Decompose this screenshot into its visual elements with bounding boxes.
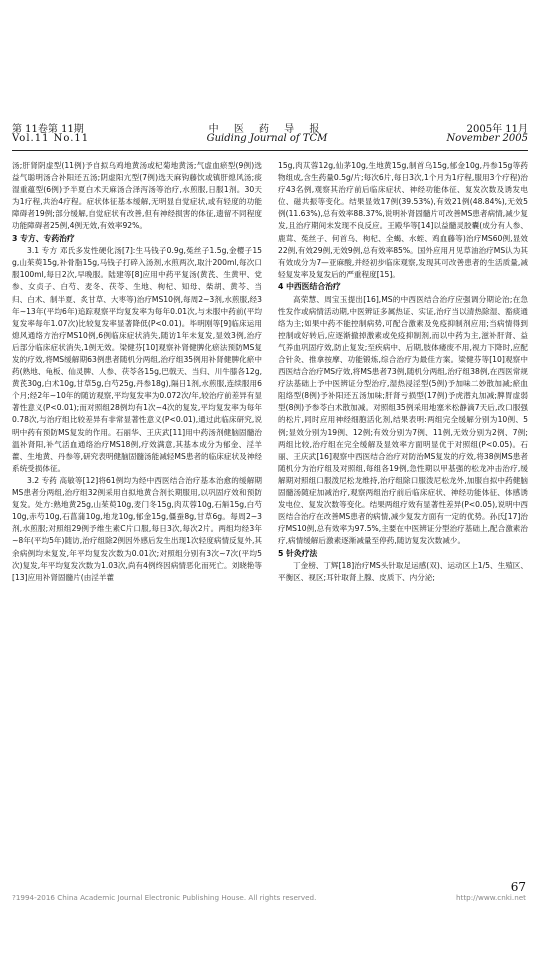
section-heading: 5 针灸疗法 — [278, 548, 318, 558]
paragraph: 3.1 专方 邓氏多发性硬化汤[7]:生马钱子0.9g,菟丝子1.5g,金樱子15g,山茱萸15g,补骨脂15g,马钱子打碎入汤剂,水煎两次,取汁200ml,每次口服100ml,每日2次,早晚服。陆建等[8]应用中药平复汤(黄芪、生黄甲、党参、女贞子、白芍、麦冬、茯苓、生地、枸杞、知母、柴胡、黄芩、当归、白术、制半夏、炙甘草、大枣等)治疗MS10例,每周2~3剂,水煎服,经3年~13年(平均6年)追踪观察平均复发率为每年0.01次,与未服中药前(平均复发率每年1.07次)比较复发率显著降低(P<0.01)。毕明刚等[9]临床运用熄风通络方治疗MS10例,6例临床症状消失,随访1年未复发,显效3例,治疗后部分临床症状消失,1例无效。梁健芬[10]观察补肾健脾化瘀法预防MS复发的疗效,将MS缓解期63例患者随机分两组,治疗组35例用补肾健脾化瘀中药(熟地、龟板、仙灵脾、人参、茯苓各15g,巴戟天、当归、川牛膝各12g,黄芪30g,白术10g,甘草5g,白芍25g,丹参18g),隔日1剂,水煎服,连续服用6个月;经2年~10年的随访观察,平均复发率为0.072次/年,较治疗前差异有显著性意义(P<0.01);而对照组28例均有1次~4次的复发,平均复发率为每年0.78次,与治疗组比较差异有非常显著性意义(P<0.01),通过此临床研究,说明中药有预防MS复发的作用。石丽华、王庆武[11]用中药汤剂健脑固髓治温补肾阳,补气活血通络治疗MS18例,疗效满意,其基本成分为郁金、淫羊藿、生地黄、丹参等,研究表明健脑固髓汤能减轻MS患者的临床症状及神经系统受损体征。 — [12, 246, 262, 473]
paragraph: 15g,肉苁蓉12g,仙茅10g,生地黄15g,制首乌15g,郁金10g,丹参15g等药物组成,含生药量0.5g/片;每次6片,每日3次,1个月为1疗程,服用3个疗程)治疗43名例,观察其治疗前后临床症状、神经功能体征、复发次数及诱发电位、磁共振等变化。结果显效17例(39.53%),有效21例(48.84%),无效5例(11.63%),总有效率88.37%,说明补肾固髓片可改善MS患者病情,减少复发,且治疗期间未发现不良反应。王殿华等[14]以益髓灵胶囊(成分有人参、鹿茸、菟丝子、何首乌、枸杞、全蝎、水蛭、鸡血藤等)治疗MS60例,显效22例,有效29例,无效9例,总有效率85%。国外应用月见草油治疗MS认为其有效成分为7—亚麻酸,并经初步临床观察,发现其可改善患者的生活质量,减轻复发率及复发后的严重程度[15]。 — [278, 161, 528, 279]
issue-cn: 第 11卷第 11期 — [12, 124, 84, 135]
footer-link[interactable]: http://www.cnki.net — [455, 893, 526, 902]
journal-title-cn: 中 医 药 导 报 — [208, 124, 326, 135]
paragraph: 汤;肝肾阴虚型(11例)予自拟乌鸡地黄汤或杞菊地黄汤;气虚血瘀型(9例)选益气聪明汤合补阳还五汤;阴虚阳亢型(7例)选天麻钩藤饮或镇肝熄风汤;痰湿重蕴型(6例)予半夏白术天麻汤合泽泻汤等治疗,水煎服,日服1剂。30天为1疗程,共治4疗程。症状体征基本缓解,无明显自觉症状,或有轻度的功能障碍者19例;部分缓解,自觉症状有改善,但有神经损害的体征,遗留不同程度功能障碍者25例,4例无效,有效率92%。 — [12, 161, 262, 231]
issue-en: Vol.11 No.11 — [12, 133, 90, 144]
running-header — [12, 120, 528, 151]
top-margin — [0, 0, 540, 110]
date-en: November 2005 — [446, 133, 528, 144]
journal-title-en: Guiding Journal of TCM — [206, 133, 328, 144]
section-heading: 4 中西医结合治疗 — [278, 281, 341, 291]
section-heading: 3 专方、专药治疗 — [12, 233, 75, 243]
copyright-text: ?1994-2016 China Academic Journal Electronic Publishing House. All rights reserved. — [12, 893, 317, 902]
copyright-footer — [12, 893, 528, 902]
page-number: 67 — [510, 880, 526, 894]
date-cn: 2005年 11月 — [466, 124, 528, 135]
left-column — [12, 160, 262, 880]
right-column — [278, 160, 528, 880]
paragraph: 3.2 专药 高敏等[12]将61例均为经中西医结合治疗基本治愈的缓解期MS患者分两组,治疗组32例采用自拟地黄合剂长期服用,以巩固疗效和预防复发。处方:熟地黄25g,山茱萸10g,麦门冬15g,肉苁蓉10g,石斛15g,白芍10g,赤芍10g,石菖蒲10g,地龙10g,郁金15g,僵蚕8g,甘草6g。每周2~3剂,水煎服;对照组29例予维生素C片口服,每日3次,每次2片。两组均经3年~8年(平均5年)随访,治疗组除2例因外感后发生出现1次轻度病情反复外,其余病例均未复发,年平均复发次数为0.01次;对照组分别有3次~7次(平均5次)复发,年平均复发次数为1.03次,尚有4例终因病情恶化而死亡。刘晓艳等[13]应用补肾固髓片(由淫羊藿 — [12, 475, 262, 582]
paragraph: 高荣慧、周宝玉提出[16],MS的中西医结合治疗应强调分期论治;在急性发作或病情活动期,中医辨证多属热证、实证,治疗当以清热除湿、豁痰通络为主;如果中药不能控制病势,可配合激素及免疫抑制剂应用;当病情得到控制或好转后,应逐渐撤掉激素或免疫抑制剂,而以中药为主,滋补肝肾、益气养血巩固疗效,防止复发;至疾病中、后期,肢体痿废不用,视力下降时,应配合针灸、推拿按摩、功能锻炼,综合治疗为最佳方案。梁健芬等[10]观察中西医结合治疗MS疗效,将MS患者73例,随机分两组,治疗组38例,在西医常规疗法基础上予中医辨证分型治疗,湿热浸淫型(5例)予加味二妙散加减;瘀血阻络型(8例)予补阳还五汤加味;肝肾亏损型(17例)予虎潜丸加减;脾胃虚弱型(8例)予参苓白术散加减。对照组35例采用地塞米松静滴7天后,改口服强的松片,同时应用神经细胞活化剂,结果表明:两组完全缓解分别为10例、5例;显效分别为19例、12例;有效分别为7例、11例,无效分别为2例、7例;两组比较,治疗组在完全缓解及显效率方面明显优于对照组(P<0.05)。石丽、王庆武[16]观察中西医结合治疗对防治MS复发的疗效,将38例MS患者随机分为治疗组及对照组,每组各19例,急性期以甲基强的松龙冲击治疗,缓解期对照组口服泼尼松龙维持,治疗组除口服泼尼松龙外,加服自拟中药健脑固髓汤随症加减治疗,观察两组治疗前后临床症状、神经功能体征、体感诱发电位、复发次数等变化。结果两组疗效有显著性差异(P<0.05),说明中西医结合治疗在改善MS患者的病情,减少复发方面有一定的优势。孙氏[17]治疗MS10例,总有效率为97.5%,主要在中医辨证分型治疗基础上,配合激素治疗,病情缓解后激素逐渐减量至停药,随访复发次数减少。 — [278, 294, 528, 546]
paragraph: 丁金榜、丁辉[18]治疗MS头针取足运感(双)、运动区上1/5、生殖区、平衡区、视区;耳针取肾上腺、皮质下、内分泌; — [278, 561, 528, 583]
